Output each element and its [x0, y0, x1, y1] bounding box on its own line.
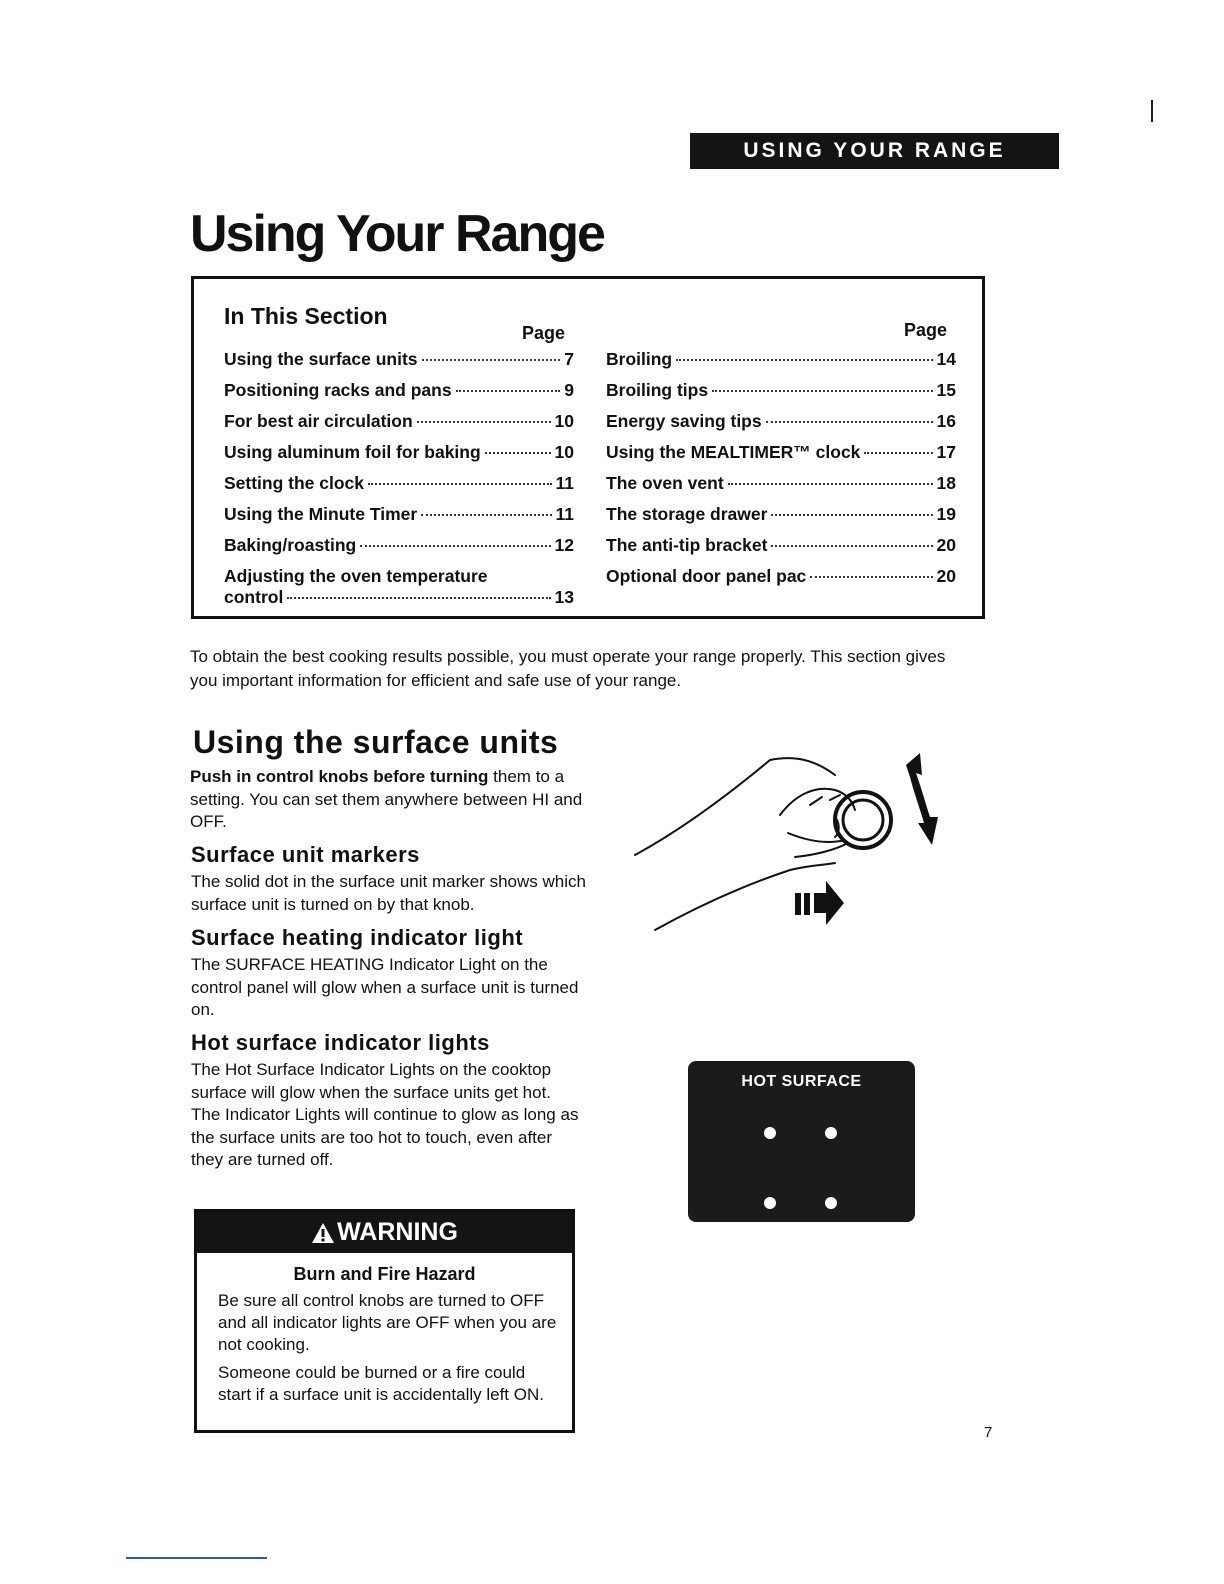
indicator-dot [764, 1127, 776, 1139]
warning-text-1: Be sure all control knobs are turned to OFF and all indicator lights are OFF when you are not cooking. [218, 1291, 557, 1354]
footer-rule [126, 1557, 267, 1559]
intro-paragraph: To obtain the best cooking results possible, you must operate your range properly. This section gives you important information for efficient and safe use of your range. [190, 647, 946, 690]
warning-subtitle: Burn and Fire Hazard [293, 1264, 476, 1284]
toc-entry[interactable]: The anti-tip bracket 20 [606, 535, 956, 555]
toc-entry[interactable]: Using the surface units 7 [224, 349, 574, 369]
heating-paragraph: The SURFACE HEATING Indicator Light on the control panel will glow when a surface unit is turned on. [191, 955, 579, 1019]
toc-entry[interactable]: Using aluminum foil for baking 10 [224, 442, 574, 462]
toc-entry[interactable]: Adjusting the oven temperature control 13 [224, 566, 574, 607]
hot-surface-label: HOT SURFACE [741, 1073, 862, 1090]
warning-triangle-icon [311, 1222, 335, 1244]
margin-mark [1151, 100, 1153, 122]
toc-entry[interactable]: The oven vent 18 [606, 473, 956, 493]
section-tab: USING YOUR RANGE [690, 133, 1059, 169]
toc-box [191, 276, 985, 619]
push-knobs-paragraph: Push in control knobs before turning them to a setting. You can set them anywhere between HI and OFF. [190, 767, 583, 831]
subhead-surface-heating-indicator: Surface heating indicator light [191, 925, 524, 950]
toc-entry[interactable]: Setting the clock 11 [224, 473, 574, 493]
warning-box [194, 1209, 575, 1433]
toc-page-label-right: Page [904, 320, 948, 340]
subhead-hot-surface-indicator: Hot surface indicator lights [191, 1030, 490, 1055]
toc-entry[interactable]: For best air circulation 10 [224, 411, 574, 431]
toc-entry[interactable]: Optional door panel pac 20 [606, 566, 956, 586]
toc-entry[interactable]: Using the Minute Timer 11 [224, 504, 574, 524]
toc-right-column [606, 349, 956, 597]
warning-label: WARNING [337, 1218, 458, 1246]
indicator-dot [764, 1197, 776, 1209]
toc-entry[interactable]: Baking/roasting 12 [224, 535, 574, 555]
toc-heading: In This Section [224, 303, 388, 329]
toc-entry[interactable]: Positioning racks and pans 9 [224, 380, 574, 400]
toc-entry[interactable]: The storage drawer 19 [606, 504, 956, 524]
warning-text-2: Someone could be burned or a fire could start if a surface unit is accidentally left ON. [218, 1363, 544, 1404]
section-title-surface-units: Using the surface units [193, 724, 559, 760]
hot-surface-paragraph: The Hot Surface Indicator Lights on the cooktop surface will glow when the surface units get hot. The Indicator Lights will continue to glow as long as the surface units are too hot to touch, even after they are turned off. [191, 1060, 579, 1169]
indicator-dot [825, 1127, 837, 1139]
indicator-dot [825, 1197, 837, 1209]
page-number: 7 [984, 1424, 993, 1441]
toc-entry[interactable]: Using the MEALTIMER™ clock 17 [606, 442, 956, 462]
page-title: Using Your Range [190, 205, 604, 263]
toc-entry[interactable]: Energy saving tips 16 [606, 411, 956, 431]
toc-left-column [224, 349, 574, 608]
knob-illustration [630, 745, 970, 940]
subhead-surface-unit-markers: Surface unit markers [191, 842, 420, 867]
toc-page-label-left: Page [522, 323, 566, 343]
warning-header [197, 1212, 572, 1253]
toc-entry[interactable]: Broiling tips 15 [606, 380, 956, 400]
markers-paragraph: The solid dot in the surface unit marker shows which surface unit is turned on by that knob. [191, 872, 586, 914]
hot-surface-panel [688, 1061, 915, 1222]
toc-entry[interactable]: Broiling 14 [606, 349, 956, 369]
